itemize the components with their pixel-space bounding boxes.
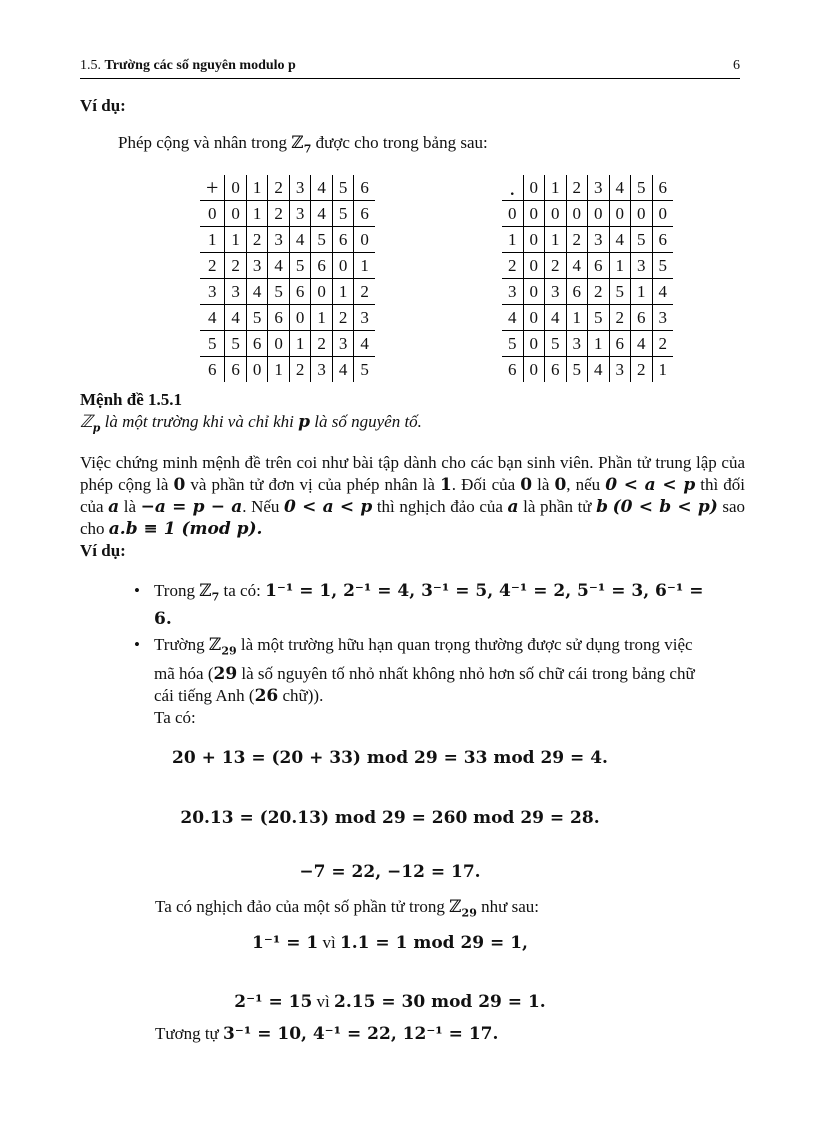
table-cell: 4 (246, 279, 268, 305)
header-cell: 4 (311, 175, 333, 201)
example-list (130, 580, 710, 733)
list-item: • Trường ℤ$_{29}$ là một trường hữu hạn quan trọng thường được sử dụng trong việc mã hóa (29 là số nguyên tố nhỏ nhất không nhỏ hơn số chữ cái trong bảng chữ cái tiếng Anh (26 chữ)). Ta có: (130, 634, 710, 728)
table-cell: 1 (311, 305, 333, 331)
table-cell: 1 (545, 227, 567, 253)
table-cell: 2 (588, 279, 610, 305)
header-cell: 0 (523, 175, 545, 201)
row-header-cell: 3 (502, 279, 523, 305)
row-header-cell: 6 (200, 357, 225, 383)
table-cell: 6 (566, 279, 588, 305)
table-cell: 2 (609, 305, 631, 331)
table-cell: 6 (588, 253, 610, 279)
header-cell: 6 (354, 175, 375, 201)
table-cell: 2 (268, 201, 290, 227)
table-row (502, 227, 673, 253)
table-cell: 5 (289, 253, 311, 279)
table-row (200, 253, 375, 279)
header-cell: 5 (631, 175, 653, 201)
table-cell: 3 (588, 227, 610, 253)
header-cell: 4 (609, 175, 631, 201)
table-cell: 2 (631, 357, 653, 383)
table-cell: 6 (609, 331, 631, 357)
table-row (502, 357, 673, 383)
table-cell: 1 (588, 331, 610, 357)
row-header-cell: 5 (502, 331, 523, 357)
table-row (200, 331, 375, 357)
page-number: 6 (733, 58, 740, 73)
table-cell: 6 (268, 305, 290, 331)
table-cell: 4 (566, 253, 588, 279)
table-cell: 5 (268, 279, 290, 305)
table-cell: 0 (545, 201, 567, 227)
table-cell: 1 (631, 279, 653, 305)
row-header-cell: 5 (200, 331, 225, 357)
header-cell: 2 (268, 175, 290, 201)
table-cell: 0 (523, 331, 545, 357)
table-row (502, 201, 673, 227)
row-header-cell: 0 (502, 201, 523, 227)
table-cell: 4 (332, 357, 354, 383)
table-cell: 5 (246, 305, 268, 331)
table-cell: 5 (225, 331, 247, 357)
header-cell: 3 (289, 175, 311, 201)
table-cell: 1 (658, 360, 667, 379)
table-cell: 5 (311, 227, 333, 253)
table-cell: 5 (609, 279, 631, 305)
table-cell: 3 (246, 253, 268, 279)
row-header-cell: 6 (502, 357, 523, 383)
table-cell: 1 (246, 201, 268, 227)
similar-inverses: Tương tự 3⁻¹ = 10, 4⁻¹ = 22, 12⁻¹ = 17. (155, 1024, 499, 1044)
proposition-statement: ℤ$_p$ là một trường khi và chỉ khi p là số nguyên tố. (80, 412, 422, 435)
table-cell: 0 (246, 357, 268, 383)
table-row (200, 357, 375, 383)
table-cell: 6 (246, 331, 268, 357)
multiplication-table (502, 175, 673, 382)
row-header-cell: 4 (200, 305, 225, 331)
table-cell: 0 (652, 201, 673, 227)
table-cell: 3 (225, 279, 247, 305)
table-row (200, 305, 375, 331)
table-cell: 1 (268, 357, 290, 383)
table-cell: 1 (289, 331, 311, 357)
table-cell: 0 (332, 253, 354, 279)
example-heading-2: Ví dụ: (80, 541, 126, 560)
table-cell: 3 (631, 253, 653, 279)
table-cell: 2 (332, 305, 354, 331)
table-cell: 2 (225, 253, 247, 279)
table-cell: 6 (652, 227, 673, 253)
list-item: • Trong ℤ$_7$ ta có: 1⁻¹ = 1, 2⁻¹ = 4, 3⁻¹ = 5, 4⁻¹ = 2, 5⁻¹ = 3, 6⁻¹ = 6. (130, 580, 710, 630)
table-row (200, 201, 375, 227)
table-row (200, 279, 375, 305)
table-cell: 6 (545, 357, 567, 383)
table-cell: 0 (268, 331, 290, 357)
table-cell: 5 (652, 253, 673, 279)
table-cell: 0 (609, 201, 631, 227)
table-cell: 4 (588, 357, 610, 383)
table-cell: 3 (566, 331, 588, 357)
header-cell: 1 (246, 175, 268, 201)
table-row (502, 279, 673, 305)
table-cell: 5 (332, 201, 354, 227)
table-cell: 5 (360, 360, 369, 379)
table-cell: 5 (631, 227, 653, 253)
table-cell: 6 (311, 253, 333, 279)
row-header-cell: 3 (200, 279, 225, 305)
header-cell: 0 (225, 175, 247, 201)
table-cell: 0 (523, 253, 545, 279)
table-header-row (502, 175, 673, 201)
proof-paragraph: Việc chứng minh mệnh đề trên coi như bài tập dành cho các bạn sinh viên. Phần tử trung lập của phép cộng là 0 và phần tử đơn vị của phép nhân là 1. Đối của 0 là 0, nếu 0 < a < p thì đối của a là −a = p − a. Nếu 0 < a < p thì nghịch đảo của a là phần tử b (0 < b < p) sao cho a.b ≡ 1 (mod p). Ví dụ: (80, 453, 746, 560)
table-cell: 0 (631, 201, 653, 227)
table-cell: 2 (246, 227, 268, 253)
table-cell: 2 (311, 331, 333, 357)
table-cell: 4 (311, 201, 333, 227)
inverse-equation-1: 1⁻¹ = 1 vì 1.1 = 1 mod 29 = 1, (252, 933, 528, 953)
table-cell: 3 (311, 357, 333, 383)
header-cell: 2 (566, 175, 588, 201)
inverse-intro: Ta có nghịch đảo của một số phần tử trong ℤ$_{29}$ như sau: (155, 897, 539, 920)
section-number: 1.5. (80, 58, 101, 73)
table-cell: 1 (225, 227, 247, 253)
field-symbol: ℤ (291, 133, 304, 152)
row-header-cell: 1 (200, 227, 225, 253)
table-cell: 2 (566, 227, 588, 253)
example-intro: Phép cộng và nhân trong ℤ$_7$ được cho trong bảng sau: (118, 133, 488, 156)
equation-sum: 20 + 13 = (20 + 33) mod 29 = 33 mod 29 = 4. (172, 748, 608, 768)
running-header (80, 58, 740, 74)
table-cell: 0 (588, 201, 610, 227)
header-rule (80, 78, 740, 79)
table-cell: 2 (354, 279, 375, 305)
header-cell: 1 (545, 175, 567, 201)
table-cell: 1 (566, 305, 588, 331)
table-cell: 2 (545, 253, 567, 279)
table-row (502, 305, 673, 331)
header-cell: 5 (332, 175, 354, 201)
table-cell: 3 (652, 305, 673, 331)
table-cell: 5 (566, 357, 588, 383)
table-cell: 4 (545, 305, 567, 331)
table-cell: 4 (289, 227, 311, 253)
table-cell: 0 (225, 201, 247, 227)
section-title: Trường các số nguyên modulo p (104, 58, 296, 73)
table-cell: 0 (289, 305, 311, 331)
equation-negatives: −7 = 22, −12 = 17. (299, 862, 481, 882)
table-cell: 5 (588, 305, 610, 331)
row-header-cell: 2 (502, 253, 523, 279)
table-cell: 0 (311, 279, 333, 305)
table-cell: 5 (545, 331, 567, 357)
header-cell: 3 (588, 175, 610, 201)
row-header-cell: 4 (502, 305, 523, 331)
table-cell: 6 (289, 279, 311, 305)
table-cell: 1 (354, 253, 375, 279)
table-cell: 4 (631, 331, 653, 357)
operator-cell: + (200, 175, 225, 201)
table-cell: 1 (609, 253, 631, 279)
row-header-cell: 2 (200, 253, 225, 279)
table-cell: 4 (225, 305, 247, 331)
table-cell: 6 (631, 305, 653, 331)
operator-cell: . (502, 175, 523, 201)
table-cell: 0 (523, 305, 545, 331)
table-cell: 3 (268, 227, 290, 253)
table-cell: 4 (354, 331, 375, 357)
table-row (502, 331, 673, 357)
row-header-cell: 1 (502, 227, 523, 253)
table-cell: 0 (523, 279, 545, 305)
table-row (200, 227, 375, 253)
inverse-equation-2: 2⁻¹ = 15 vì 2.15 = 30 mod 29 = 1. (234, 992, 546, 1012)
table-cell: 4 (609, 227, 631, 253)
table-cell: 1 (332, 279, 354, 305)
table-cell: 3 (545, 279, 567, 305)
table-cell: 0 (523, 357, 545, 383)
table-cell: 3 (354, 305, 375, 331)
table-cell: 0 (566, 201, 588, 227)
table-cell: 2 (652, 331, 673, 357)
table-cell: 3 (289, 201, 311, 227)
table-cell: 4 (652, 279, 673, 305)
table-cell: 3 (332, 331, 354, 357)
table-cell: 3 (609, 357, 631, 383)
table-row (502, 253, 673, 279)
table-cell: 6 (225, 357, 247, 383)
proposition-heading: Mệnh đề 1.5.1 (80, 390, 182, 409)
table-cell: 2 (289, 357, 311, 383)
table-cell: 6 (332, 227, 354, 253)
ta-co-label: Ta có: (154, 707, 196, 727)
table-header-row (200, 175, 375, 201)
table-cell: 0 (523, 201, 545, 227)
table-cell: 6 (354, 201, 375, 227)
row-header-cell: 0 (200, 201, 225, 227)
addition-table (200, 175, 375, 382)
header-cell: 6 (652, 175, 673, 201)
equation-product: 20.13 = (20.13) mod 29 = 260 mod 29 = 28. (180, 808, 600, 828)
example-heading: Ví dụ: (80, 96, 126, 115)
table-cell: 4 (268, 253, 290, 279)
table-cell: 0 (523, 227, 545, 253)
table-cell: 0 (354, 227, 375, 253)
